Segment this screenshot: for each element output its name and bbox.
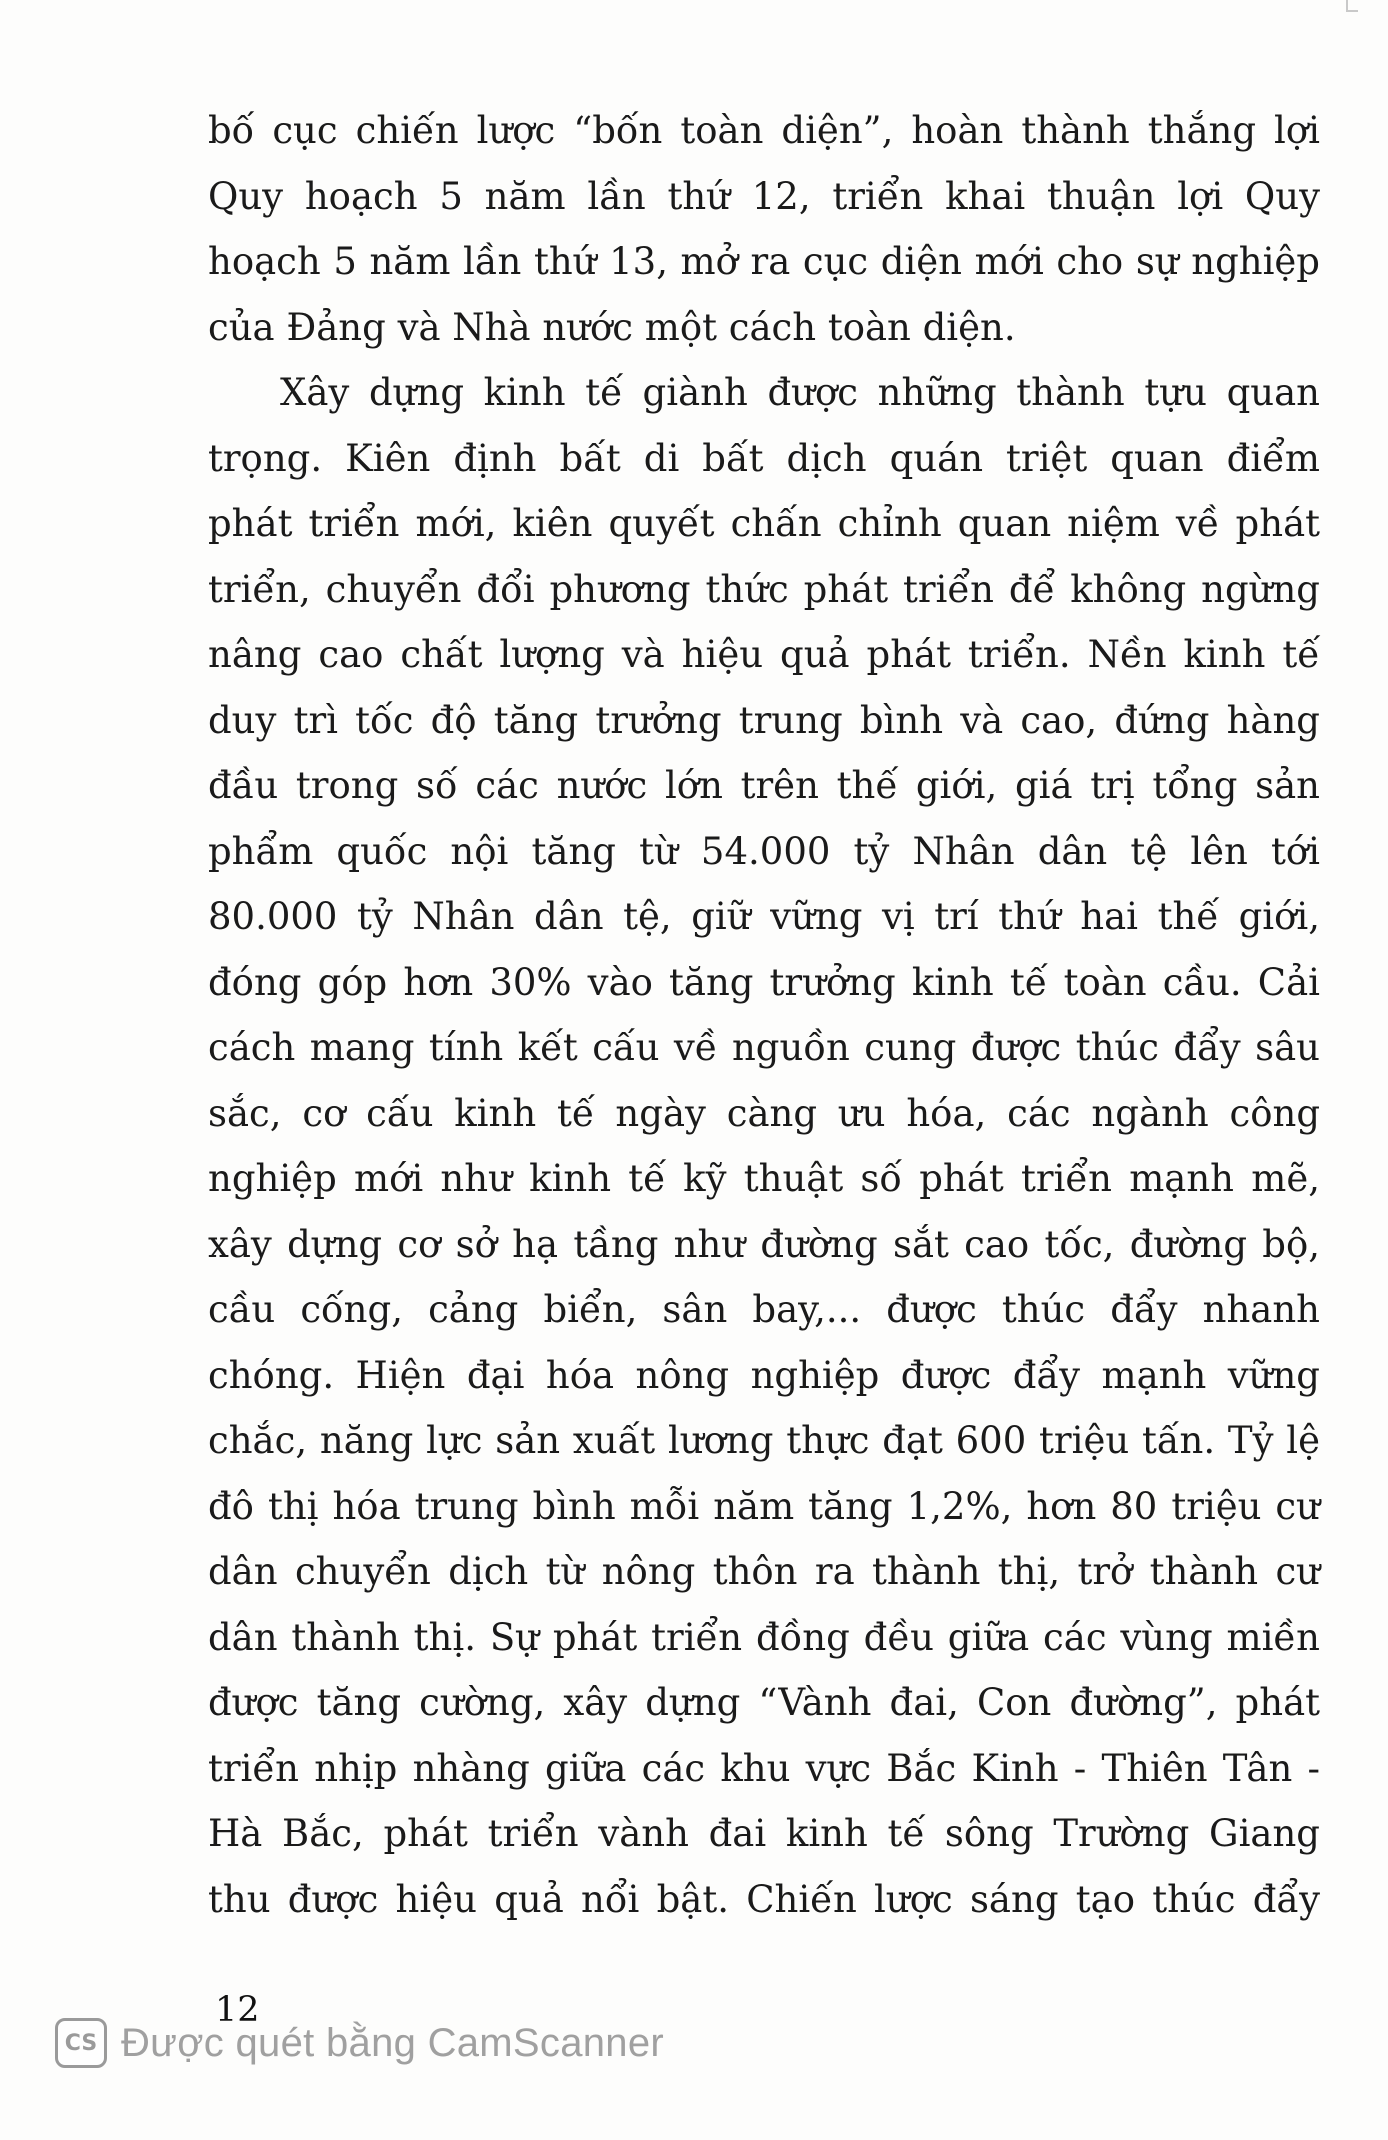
text-line: nghiệp mới như kinh tế kỹ thuật số phát triển mạnh mẽ, [208, 1157, 1320, 1200]
text-line: triển nhịp nhàng giữa các khu vực Bắc Kinh - Thiên Tân - [208, 1746, 1320, 1790]
text-line: 80.000 tỷ Nhân dân tệ, giữ vững vị trí thứ hai thế giới, [208, 895, 1320, 938]
text-line: sắc, cơ cấu kinh tế ngày càng ưu hóa, các ngành công [208, 1091, 1320, 1135]
text-line: dân chuyển dịch từ nông thôn ra thành thị, trở thành cư [208, 1550, 1320, 1593]
text-line: hoạch 5 năm lần thứ 13, mở ra cục diện mới cho sự nghiệp [208, 240, 1320, 283]
text-line: phẩm quốc nội tăng từ 54.000 tỷ Nhân dân tệ lên tới [208, 829, 1320, 873]
text-line: phát triển mới, kiên quyết chấn chỉnh quan niệm về phát [208, 502, 1320, 545]
text-line: được tăng cường, xây dựng “Vành đai, Con đường”, phát [208, 1681, 1320, 1724]
text-line: duy trì tốc độ tăng trưởng trung bình và cao, đứng hàng [208, 698, 1320, 742]
text-line: dân thành thị. Sự phát triển đồng đều giữa các vùng miền [208, 1615, 1320, 1659]
text-line: Hà Bắc, phát triển vành đai kinh tế sông Trường Giang [208, 1812, 1320, 1855]
page-number: 12 [215, 1990, 260, 2030]
body-text [208, 98, 1320, 1932]
text-line: Xây dựng kinh tế giành được những thành tựu quan [280, 371, 1320, 414]
text-line: triển, chuyển đổi phương thức phát triển để không ngừng [208, 567, 1320, 611]
text-line: đóng góp hơn 30% vào tăng trưởng kinh tế toàn cầu. Cải [208, 960, 1320, 1004]
text-line: đầu trong số các nước lớn trên thế giới, giá trị tổng sản [208, 764, 1320, 807]
text-line: Quy hoạch 5 năm lần thứ 12, triển khai thuận lợi Quy [208, 174, 1320, 218]
text-line: nâng cao chất lượng và hiệu quả phát triển. Nền kinh tế [208, 633, 1320, 676]
text-line: của Đảng và Nhà nước một cách toàn diện. [208, 305, 1016, 349]
text-line: chóng. Hiện đại hóa nông nghiệp được đẩy mạnh vững [208, 1353, 1320, 1397]
text-line: xây dựng cơ sở hạ tầng như đường sắt cao tốc, đường bộ, [208, 1222, 1320, 1266]
text-line: bố cục chiến lược “bốn toàn diện”, hoàn thành thắng lợi [208, 109, 1320, 152]
text-line: cách mang tính kết cấu về nguồn cung được thúc đẩy sâu [208, 1026, 1320, 1069]
camscanner-logo-text: CS [64, 2030, 98, 2056]
watermark-text: Được quét bằng CamScanner [121, 2020, 665, 2065]
scan-corner-mark [1346, 0, 1358, 12]
text-line: thu được hiệu quả nổi bật. Chiến lược sáng tạo thúc đẩy [208, 1877, 1320, 1921]
camscanner-logo-icon [55, 2018, 107, 2068]
text-line: chắc, năng lực sản xuất lương thực đạt 600 triệu tấn. Tỷ lệ [208, 1419, 1320, 1462]
camscanner-watermark [55, 2018, 664, 2068]
text-line: cầu cống, cảng biển, sân bay,... được thúc đẩy nhanh [208, 1288, 1320, 1331]
text-line: trọng. Kiên định bất di bất dịch quán triệt quan điểm [208, 436, 1320, 480]
text-line: đô thị hóa trung bình mỗi năm tăng 1,2%, hơn 80 triệu cư [208, 1484, 1320, 1528]
